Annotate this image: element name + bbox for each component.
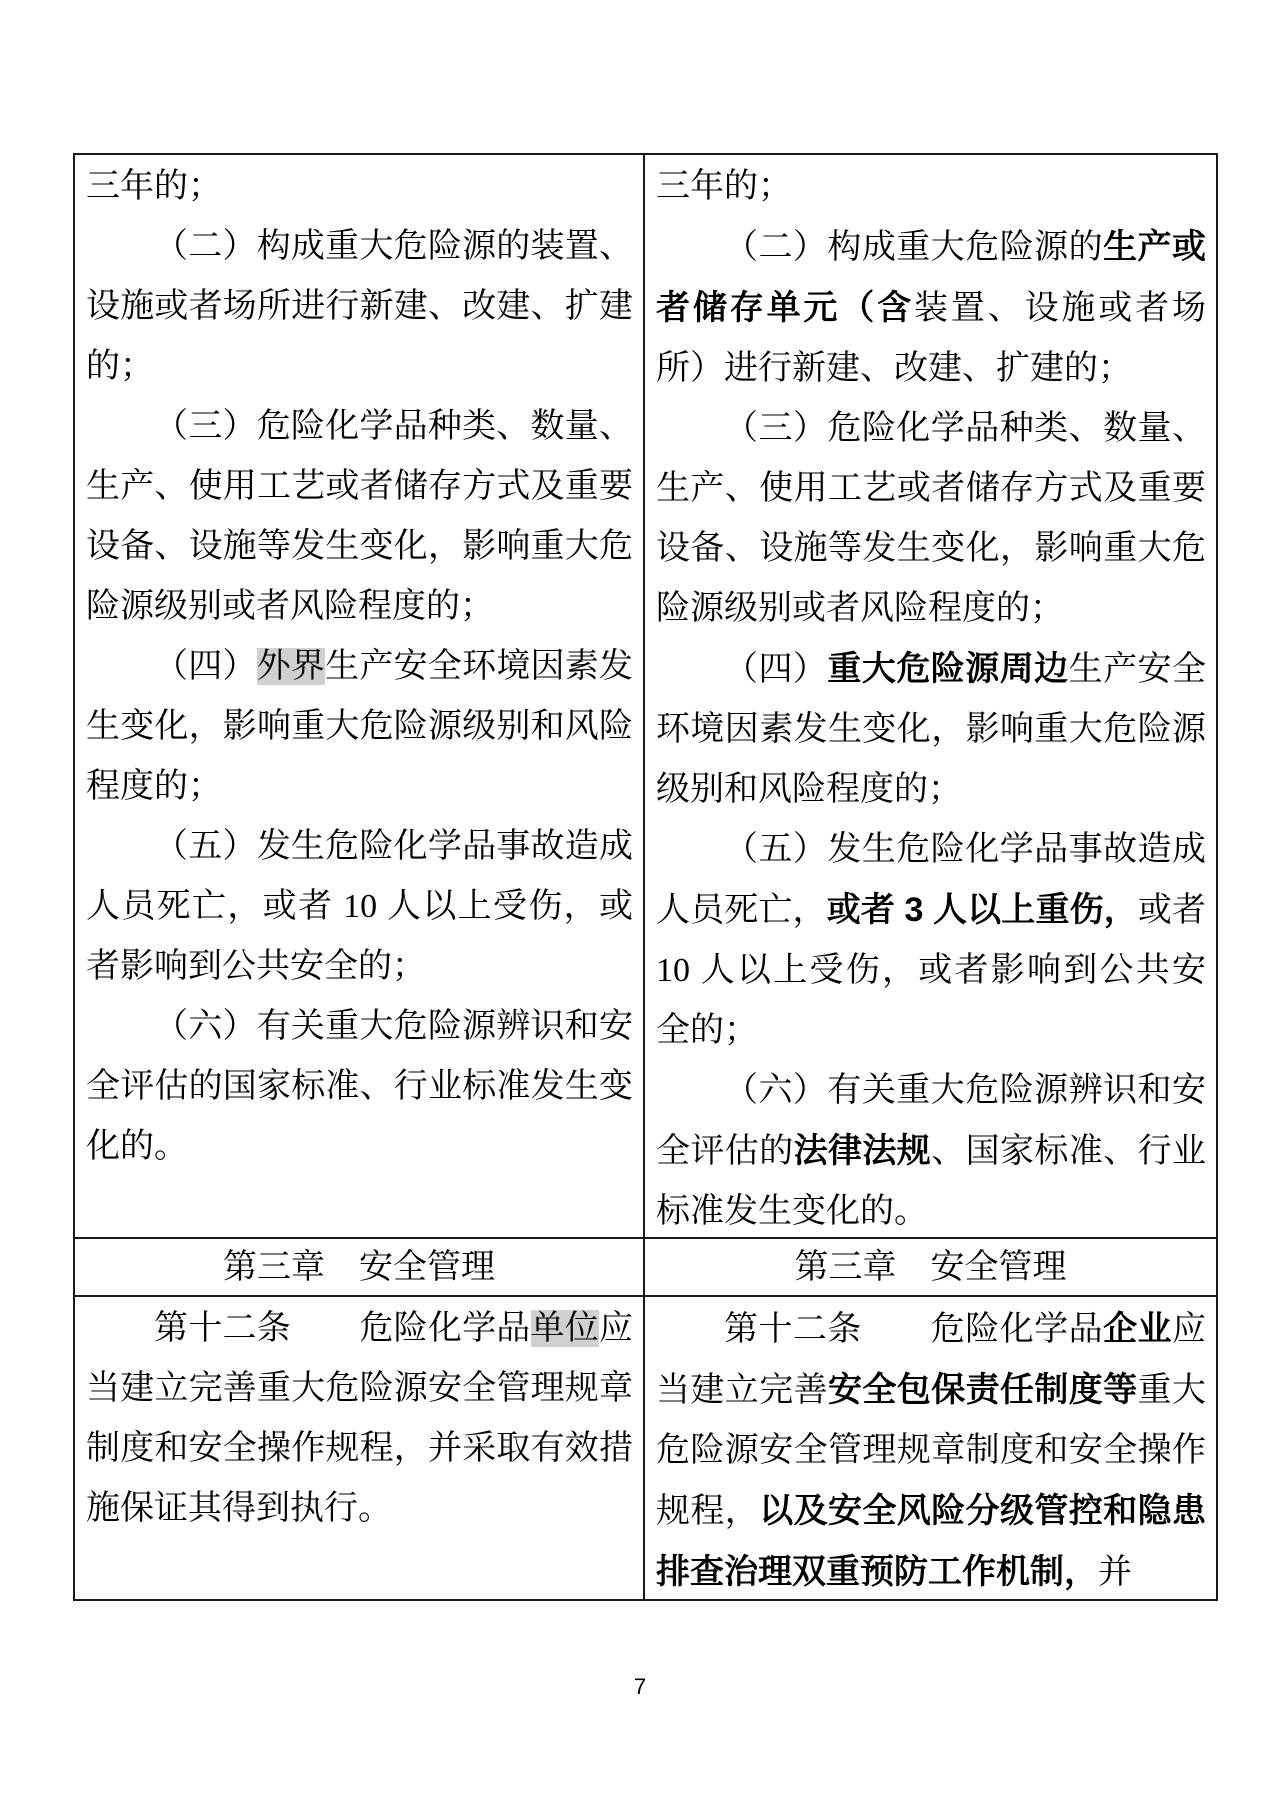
text-run: 应当建立完善重大危险源安全管理规章制度和安全操作规程，并采取有效措施保证其得到执行。 <box>86 1310 634 1527</box>
paragraph <box>656 399 1206 639</box>
text-run: （六）有关重大危险源辨识和安全评估的 <box>656 1072 1206 1170</box>
page-number: 7 <box>633 1674 647 1699</box>
paragraph <box>86 817 633 997</box>
revised-bold-text: 安全包保责任制度等 <box>828 1371 1138 1409</box>
text-run: （二）构成重大危险源的 <box>724 229 1104 266</box>
text-run: （五）发生危险化学品事故造成人员死亡，或者 10 人以上受伤，或者影响到公共安全的； <box>86 828 633 985</box>
highlighted-text: 单位 <box>530 1310 600 1347</box>
text-run: 装置、设施或者场所）进行新建、改建、扩建的； <box>656 290 1206 387</box>
text-run: 重大危险源安全管理规章制度和安全操作规程， <box>656 1372 1207 1530</box>
text-run: 第十二条 危险化学品 <box>724 1311 1104 1348</box>
paragraph <box>86 157 633 217</box>
text-run: 生产安全环境因素发生变化，影响重大危险源级别和风险程度的； <box>656 651 1207 808</box>
paragraph <box>656 820 1206 1061</box>
text-run: （四） <box>724 651 828 688</box>
text-run: 第十二条 危险化学品 <box>154 1310 531 1347</box>
new-version-criteria-cell <box>645 155 1216 1239</box>
paragraph <box>86 397 633 637</box>
revised-bold-text: 以及安全风险分级管控和隐患排查治理双重预防工作机制， <box>656 1492 1207 1591</box>
paragraph <box>86 1299 633 1539</box>
old-version-chapter-heading: 第三章 安全管理 <box>75 1239 645 1297</box>
text-run: （三）危险化学品种类、数量、生产、使用工艺或者储存方式及重要设备、设施等发生变化，影响重大危险源级别或者风险程度的； <box>86 408 633 625</box>
paragraph <box>656 157 1206 217</box>
revised-bold-text: 企业 <box>1103 1310 1173 1348</box>
revised-bold-text: 或者 3 人以上重伤， <box>826 891 1138 929</box>
text-run: 三年的； <box>86 168 222 205</box>
revised-bold-text: 重大危险源周边 <box>827 650 1069 688</box>
paragraph <box>656 1299 1206 1599</box>
text-run: （六）有关重大危险源辨识和安全评估的国家标准、行业标准发生变化的。 <box>86 1008 633 1165</box>
old-version-criteria-cell <box>75 155 645 1239</box>
old-version-article12-cell <box>75 1297 645 1599</box>
text-run: （五）发生危险化学品事故造成人员死亡， <box>656 831 1206 929</box>
text-run: 应当建立完善 <box>656 1311 1207 1409</box>
paragraph <box>86 217 633 397</box>
text-run: （四） <box>154 648 257 685</box>
paragraph <box>86 637 633 817</box>
paragraph <box>656 217 1206 399</box>
text-run: 、国家标准、行业标准发生变化的。 <box>656 1133 1207 1230</box>
paragraph <box>86 997 633 1177</box>
text-run: 并 <box>1098 1554 1132 1591</box>
revised-bold-text: 生产或者储存单元（含 <box>656 228 1207 327</box>
paragraph <box>656 639 1206 820</box>
text-run: （二）构成重大危险源的装置、设施或者场所进行新建、改建、扩建的； <box>86 228 633 385</box>
text-run: （三）危险化学品种类、数量、生产、使用工艺或者储存方式及重要设备、设施等发生变化，影响重大危险源级别或者风险程度的； <box>656 410 1206 627</box>
text-run: 或者 10 人以上受伤，或者影响到公共安全的； <box>656 892 1206 1049</box>
new-version-article12-cell <box>645 1297 1216 1599</box>
new-version-chapter-heading: 第三章 安全管理 <box>645 1239 1216 1297</box>
highlighted-text: 外界 <box>256 648 326 685</box>
text-run: 三年的； <box>656 168 792 205</box>
paragraph <box>656 1061 1206 1239</box>
revised-bold-text: 法律法规 <box>793 1132 932 1170</box>
comparison-table <box>73 153 1218 1601</box>
text-run: 生产安全环境因素发生变化，影响重大危险源级别和风险程度的； <box>86 648 634 805</box>
